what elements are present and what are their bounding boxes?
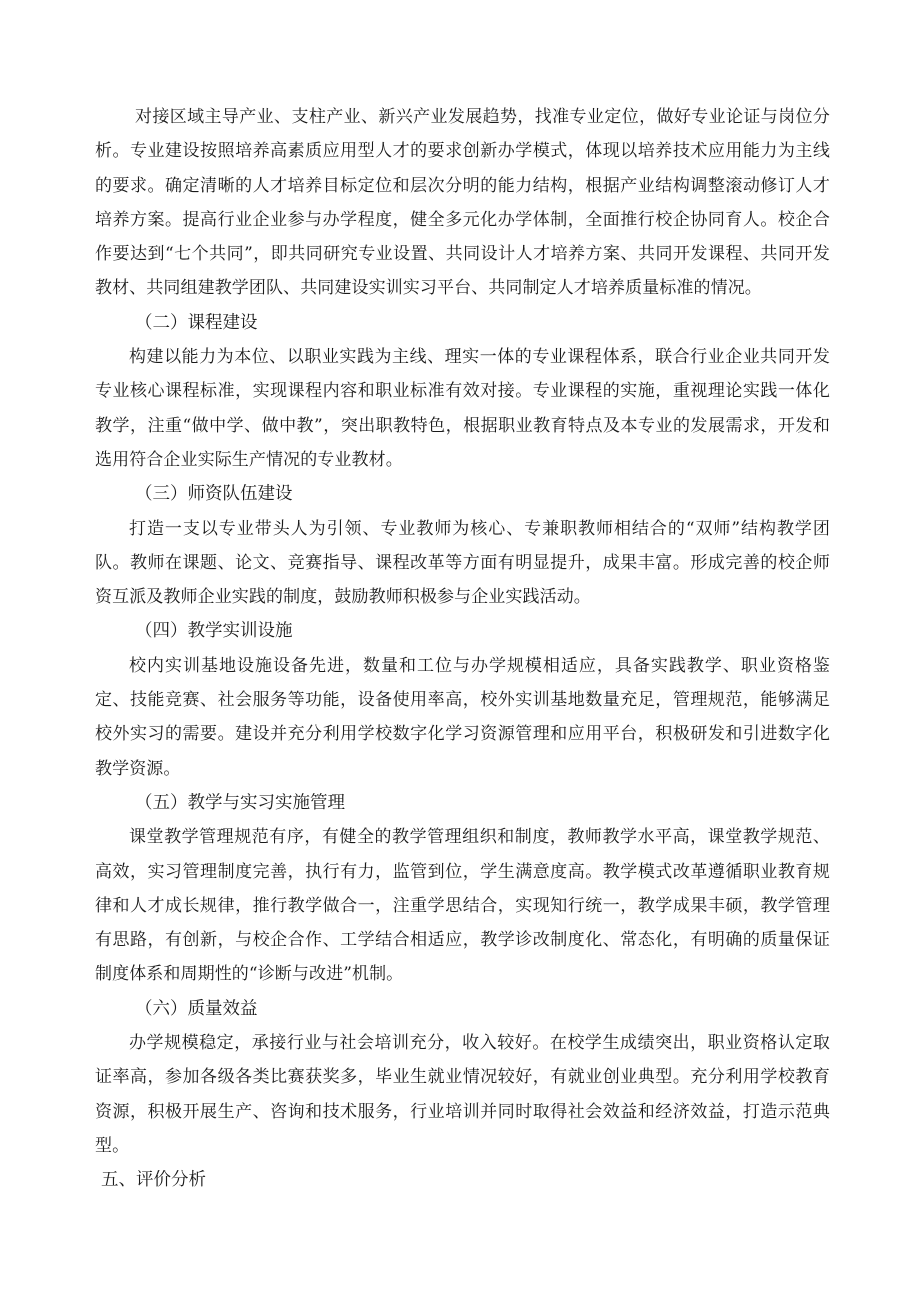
section-paragraph-faculty: 打造一支以专业带头人为引领、专业教师为核心、专兼职教师相结合的“双师”结构教学团队。教师在课题、论文、竞赛指导、课程改革等方面有明显提升，成果丰富。形成完善的校企师资互派及教师企业实践的制度，鼓励教师积极参与企业实践活动。 [95, 518, 830, 608]
section-paragraph-quality-benefit: 办学规模稳定，承接行业与社会培训充分，收入较好。在校学生成绩突出，职业资格认定取证率高，参加各级各类比赛获奖多，毕业生就业情况较好，有就业创业典型。充分利用学校教育资源，积极开展生产、咨询和技术服务，行业培训并同时取得社会效益和经济效益，打造示范典型。 [95, 1033, 830, 1156]
section-heading-faculty: （三）师资队伍建设 [135, 484, 293, 505]
section-paragraph-teaching-management: 课堂教学管理规范有序，有健全的教学管理组织和制度，教师教学水平高，课堂教学规范、高效，实习管理制度完善，执行有力，监管到位，学生满意度高。教学模式改革遵循职业教育规律和人才成长规律，推行教学做合一，注重学思结合，实现知行统一，教学成果丰硕，教学管理有思路，有创新，与校企合作、工学结合相适应，教学诊改制度化、常态化，有明确的质量保证制度体系和周期性的“诊断与改进”机制。 [95, 827, 830, 985]
chapter-heading-evaluation: 五、评价分析 [101, 1170, 206, 1191]
section-paragraph-curriculum: 构建以能力为本位、以职业实践为主线、理实一体的专业课程体系，联合行业企业共同开发专业核心课程标准，实现课程内容和职业标准有效对接。专业课程的实施，重视理论实践一体化教学，注重“做中学、做中教”，突出职教特色，根据职业教育特点及本专业的发展需求，开发和选用符合企业实际生产情况的专业教材。 [95, 347, 830, 470]
section-heading-curriculum: （二）课程建设 [135, 312, 258, 333]
intro-paragraph: 对接区域主导产业、支柱产业、新兴产业发展趋势，找准专业定位，做好专业论证与岗位分析。专业建设按照培养高素质应用型人才的要求创新办学模式，体现以培养技术应用能力为主线的要求。确定清晰的人才培养目标定位和层次分明的能力结构，根据产业结构调整滚动修订人才培养方案。提高行业企业参与办学程度，健全多元化办学体制，全面推行校企协同育人。校企合作要达到“七个共同”，即共同研究专业设置、共同设计人才培养方案、共同开发课程、共同开发教材、共同组建教学团队、共同建设实训实习平台、共同制定人才培养质量标准的情况。 [95, 107, 830, 299]
section-heading-training-facilities: （四）教学实训设施 [135, 621, 293, 642]
document-body [95, 100, 830, 1198]
section-paragraph-training-facilities: 校内实训基地设施设备先进，数量和工位与办学规模相适应，具备实践教学、职业资格鉴定、技能竞赛、社会服务等功能，设备使用率高，校外实训基地数量充足，管理规范，能够满足校外实习的需要。建设并充分利用学校数字化学习资源管理和应用平台，积极研发和引进数字化教学资源。 [95, 655, 830, 779]
section-heading-teaching-management: （五）教学与实习实施管理 [135, 792, 345, 813]
section-heading-quality-benefit: （六）质量效益 [135, 998, 258, 1019]
